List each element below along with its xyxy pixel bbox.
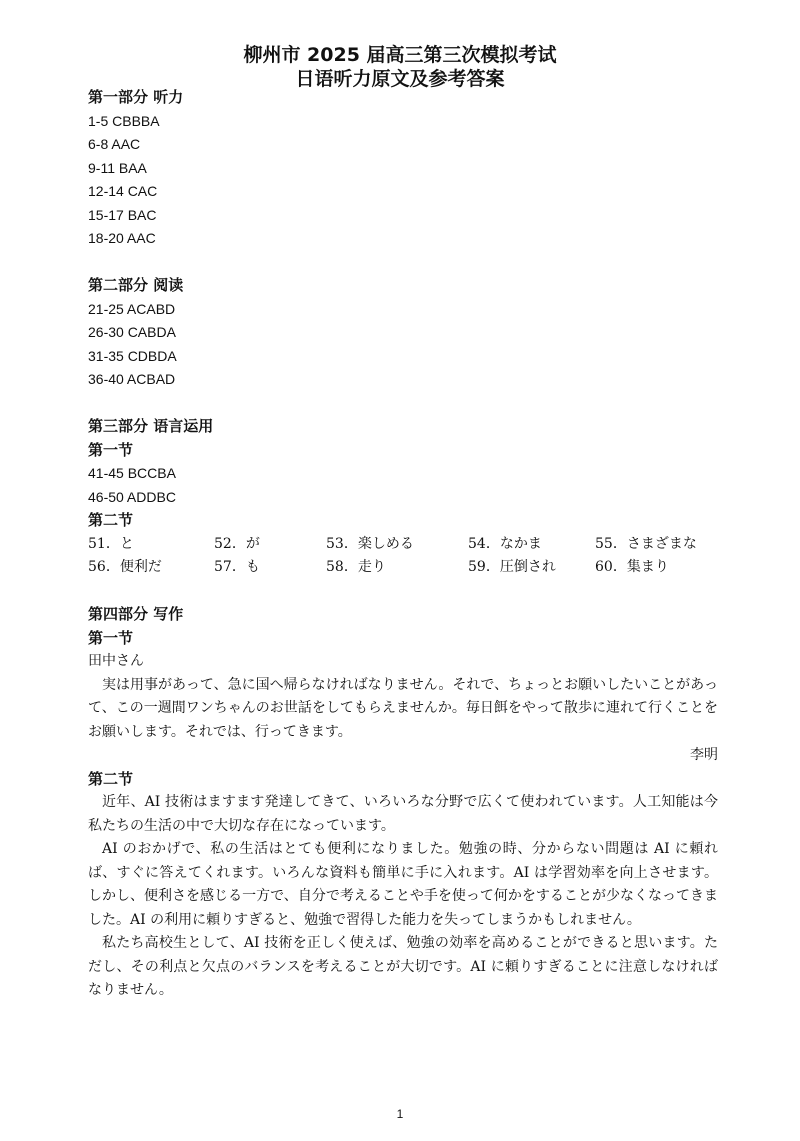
exam-title: 柳州市 2025 届高三第三次模拟考试 <box>243 44 557 66</box>
part3-section2-heading: 第二节 <box>88 511 134 529</box>
essay-paragraph: 私たち高校生として、AI 技術を正しく使えば、勉強の効率を高めることができると思います。ただし、その利点と欠点のバランスを考えることが大切です。AI に頼りすぎることに注意しなければなりません。 <box>88 935 718 998</box>
fill-in-answer: 53．楽しめる <box>326 535 414 552</box>
fill-in-answer: 57．も <box>214 559 260 575</box>
part4-heading: 第四部分 写作 <box>88 605 184 623</box>
part3-heading: 第三部分 语言运用 <box>88 417 214 435</box>
answer-line: 12-14 CAC <box>88 183 158 199</box>
fill-in-answer: 52．が <box>214 535 260 552</box>
part3-section1-heading: 第一节 <box>88 440 134 459</box>
answer-line: 9-11 BAA <box>88 159 147 176</box>
fill-in-answer: 51．と <box>88 535 134 552</box>
part1-heading: 第一部分 听力 <box>88 88 184 106</box>
page-number: 1 <box>396 1107 404 1121</box>
answer-line: 31-35 CDBDA <box>88 347 177 364</box>
part4-section2-heading: 第二节 <box>88 769 134 788</box>
answer-line: 6-8 AAC <box>88 136 141 152</box>
answer-content <box>88 86 718 1003</box>
fill-in-answer: 54．なかま <box>468 535 542 552</box>
letter-salutation: 田中さん <box>88 653 144 669</box>
fill-in-answer: 55．さまざまな <box>595 535 697 552</box>
answer-line: 21-25 ACABD <box>88 300 176 317</box>
exam-subtitle: 日语听力原文及参考答案 <box>295 68 505 90</box>
essay-paragraph: AI のおかげで、私の生活はとても便利になりました。勉強の時、分からない問題は AI に頼れば、すぐに答えてくれます。いろんな資料も簡単に手に入れます。AI は学習効率を向上させます。しかし、便利さを感じる一方で、自分で考えることや手を使って何かをすることが少なくなってきました。AI の利用に頼りすぎると、勉強で習得した能力を失ってしまうかもしれません。 <box>88 841 718 928</box>
answer-line: 1-5 CBBBA <box>88 112 160 129</box>
answer-line: 41-45 BCCBA <box>88 465 176 481</box>
part2-heading: 第二部分 阅读 <box>88 276 184 294</box>
fill-in-answer: 59．圧倒され <box>468 559 556 575</box>
letter-body: 実は用事があって、急に国へ帰らなければなりません。それで、ちょっとお願いしたいことがあって、この一週間ワンちゃんのお世話をしてもらえませんか。毎日餌をやって散歩に連れて行くことをお願いします。それでは、行ってきます。 <box>88 676 718 740</box>
essay-paragraph: 近年、AI 技術はますます発達してきて、いろいろな分野で広くて使われています。人工知能は今私たちの生活の中で大切な存在になっています。 <box>88 794 718 834</box>
fill-in-answer: 56．便利だ <box>88 559 162 575</box>
part4-section1-heading: 第一节 <box>88 628 134 647</box>
answer-line: 46-50 ADDBC <box>88 488 176 505</box>
letter-signature: 李明 <box>690 747 718 763</box>
answer-line: 18-20 AAC <box>88 230 156 246</box>
answer-line: 36-40 ACBAD <box>88 371 176 387</box>
fill-in-answer: 60．集まり <box>595 559 669 575</box>
fill-in-answer: 58．走り <box>326 559 386 575</box>
answer-line: 15-17 BAC <box>88 206 157 223</box>
answer-line: 26-30 CABDA <box>88 324 176 340</box>
fill-in-answer-grid <box>88 533 718 580</box>
